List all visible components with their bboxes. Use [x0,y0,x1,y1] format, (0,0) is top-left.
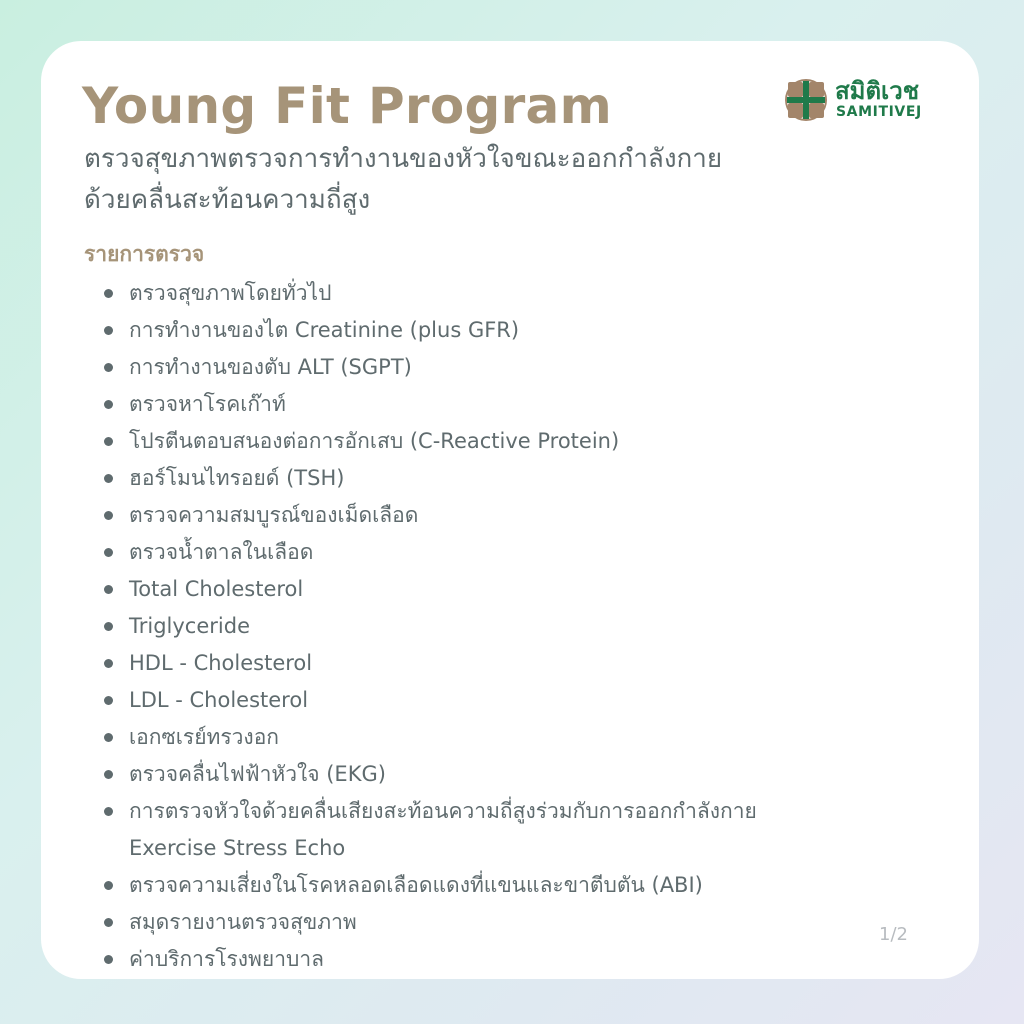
bullet-icon [104,733,113,742]
bullet-icon [104,807,113,816]
bullet-icon [104,289,113,298]
checkup-item [104,312,934,349]
bullet-icon [104,659,113,668]
samitivej-logo [785,77,945,125]
program-subtitle [84,139,904,221]
checkup-item-text: Exercise Stress Echo [129,836,346,860]
checkup-item-text: ตรวจความสมบูรณ์ของเม็ดเลือด [129,503,419,527]
samitivej-cross-icon [785,79,827,121]
checkup-item [104,645,934,682]
bullet-icon [104,881,113,890]
checkup-item-text: ตรวจความเสี่ยงในโรคหลอดเลือดแดงที่แขนและขาตีบตัน (ABI) [129,873,703,897]
checkup-item [104,904,934,941]
checkup-item-text: การตรวจหัวใจด้วยคลื่นเสียงสะท้อนความถี่สูงร่วมกับการออกกำลังกาย [129,799,757,823]
logo-thai-name: สมิติเวช [835,77,920,105]
checkup-item-text: ฮอร์โมนไทรอยด์ (TSH) [129,466,345,490]
page-indicator: 1/2 [879,924,908,945]
checkup-item-text: ตรวจคลื่นไฟฟ้าหัวใจ (EKG) [129,762,386,786]
bullet-icon [104,400,113,409]
bullet-icon [104,548,113,557]
checkup-item-text: ตรวจสุขภาพโดยทั่วไป [129,281,332,305]
checkup-item [104,386,934,423]
checkup-item-text: การทำงานของไต Creatinine (plus GFR) [129,318,520,342]
checkup-item [104,423,934,460]
checkup-list [104,275,934,978]
checkup-item-text: ตรวจหาโรคเก๊าท์ [129,392,286,416]
subtitle-line-1: ตรวจสุขภาพตรวจการทำงานของหัวใจขณะออกกำลังกาย [84,144,723,174]
bullet-icon [104,511,113,520]
logo-english-name: SAMITIVEJ [836,104,922,120]
checkup-item-text: โปรตีนตอบสนองต่อการอักเสบ (C-Reactive Protein) [129,429,620,453]
checkup-item-text: สมุดรายงานตรวจสุขภาพ [129,910,357,934]
subtitle-line-2: ด้วยคลื่นสะท้อนความถี่สูง [84,185,371,215]
bullet-icon [104,918,113,927]
checkup-item [104,608,934,645]
bullet-icon [104,955,113,964]
checkup-item-text: Total Cholesterol [129,577,304,601]
checkup-heading: รายการตรวจ [84,242,205,266]
checkup-item [104,682,934,719]
checkup-item [104,349,934,386]
checkup-item-text: Triglyceride [129,614,250,638]
checkup-item [104,941,934,978]
bullet-icon [104,437,113,446]
checkup-item-text: HDL - Cholesterol [129,651,313,675]
checkup-item [104,719,934,756]
bullet-icon [104,326,113,335]
checkup-item [104,867,934,904]
checkup-item-text: ค่าบริการโรงพยาบาล [129,947,324,971]
bullet-icon [104,363,113,372]
checkup-item [104,793,934,867]
checkup-item-text: การทำงานของตับ ALT (SGPT) [129,355,412,379]
bullet-icon [104,474,113,483]
bullet-icon [104,622,113,631]
checkup-item-text: เอกซเรย์ทรวงอก [129,725,280,749]
checkup-item [104,756,934,793]
checkup-item-text: ตรวจน้ำตาลในเลือด [129,540,314,564]
bullet-icon [104,770,113,779]
checkup-item [104,497,934,534]
bullet-icon [104,585,113,594]
checkup-item [104,534,934,571]
program-card [41,41,979,979]
checkup-item [104,571,934,608]
program-title: Young Fit Program [82,77,613,135]
checkup-item [104,275,934,312]
checkup-item-text: LDL - Cholesterol [129,688,309,712]
bullet-icon [104,696,113,705]
checkup-item [104,460,934,497]
